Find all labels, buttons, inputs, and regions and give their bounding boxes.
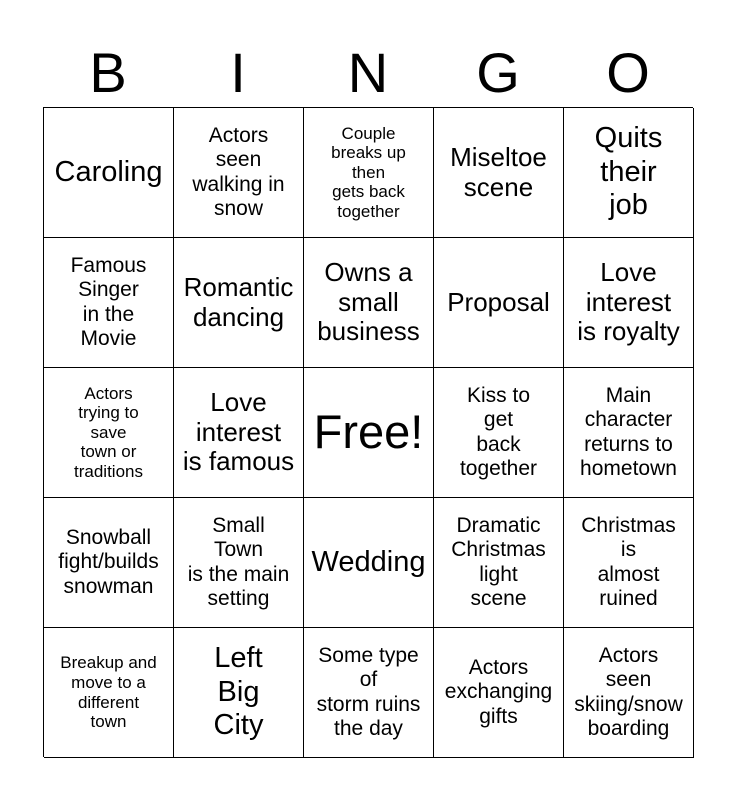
bingo-header (43, 40, 693, 106)
bingo-cell[interactable] (44, 628, 174, 758)
bingo-cell[interactable] (174, 368, 304, 498)
cell-label: Love interest is royalty (577, 256, 680, 347)
cell-label: Couple breaks up then gets back together (331, 123, 406, 221)
bingo-cell[interactable] (304, 238, 434, 368)
cell-label: Dramatic Christmas light scene (451, 514, 546, 610)
cell-label: Proposal (447, 286, 550, 317)
free-space-label: Free! (313, 405, 424, 459)
cell-label: Love interest is famous (182, 386, 295, 477)
cell-label: Quits their job (594, 122, 663, 222)
bingo-cell[interactable] (434, 628, 564, 758)
header-letter-o: O (606, 41, 650, 104)
cell-label: Kiss to get back together (459, 384, 538, 480)
bingo-cell[interactable] (434, 108, 564, 238)
cell-label: Breakup and move to a different town (60, 653, 157, 732)
bingo-cell[interactable] (44, 108, 174, 238)
free-space-cell[interactable] (304, 368, 434, 498)
bingo-cell[interactable] (434, 498, 564, 628)
cell-label: Some type of storm ruins the day (316, 644, 421, 740)
bingo-cell[interactable] (434, 368, 564, 498)
bingo-cell[interactable] (564, 108, 694, 238)
cell-label: Actors exchanging gifts (444, 656, 553, 728)
bingo-cell[interactable] (174, 628, 304, 758)
cell-label: Wedding (311, 545, 426, 578)
bingo-cell[interactable] (174, 108, 304, 238)
cell-label: Caroling (54, 155, 163, 188)
cell-label: Actors seen walking in snow (192, 124, 285, 220)
bingo-cell[interactable] (304, 628, 434, 758)
bingo-cell[interactable] (434, 238, 564, 368)
cell-label: Miseltoe scene (450, 141, 547, 202)
cell-label: Actors seen skiing/snow boarding (574, 644, 683, 740)
cell-label: Left Big City (213, 642, 264, 742)
cell-label: Snowball fight/builds snowman (58, 526, 159, 598)
bingo-board (43, 107, 693, 757)
bingo-cell[interactable] (304, 498, 434, 628)
bingo-cell[interactable] (564, 238, 694, 368)
bingo-cell[interactable] (304, 108, 434, 238)
bingo-cell[interactable] (44, 498, 174, 628)
bingo-cell[interactable] (564, 628, 694, 758)
bingo-cell[interactable] (44, 238, 174, 368)
header-letter-g: G (476, 41, 520, 104)
bingo-cell[interactable] (564, 368, 694, 498)
cell-label: Small Town is the main setting (187, 514, 290, 610)
cell-label: Christmas is almost ruined (581, 514, 676, 610)
bingo-cell[interactable] (564, 498, 694, 628)
bingo-cell[interactable] (44, 368, 174, 498)
cell-label: Main character returns to hometown (580, 384, 677, 480)
cell-label: Actors trying to save town or traditions (74, 383, 143, 481)
bingo-cell[interactable] (174, 498, 304, 628)
header-letter-b: B (89, 41, 127, 104)
bingo-cell[interactable] (174, 238, 304, 368)
cell-label: Romantic dancing (183, 271, 294, 332)
cell-label: Owns a small business (317, 256, 420, 347)
header-letter-n: N (347, 41, 389, 104)
header-letter-i: I (230, 41, 246, 104)
cell-label: Famous Singer in the Movie (70, 254, 147, 350)
